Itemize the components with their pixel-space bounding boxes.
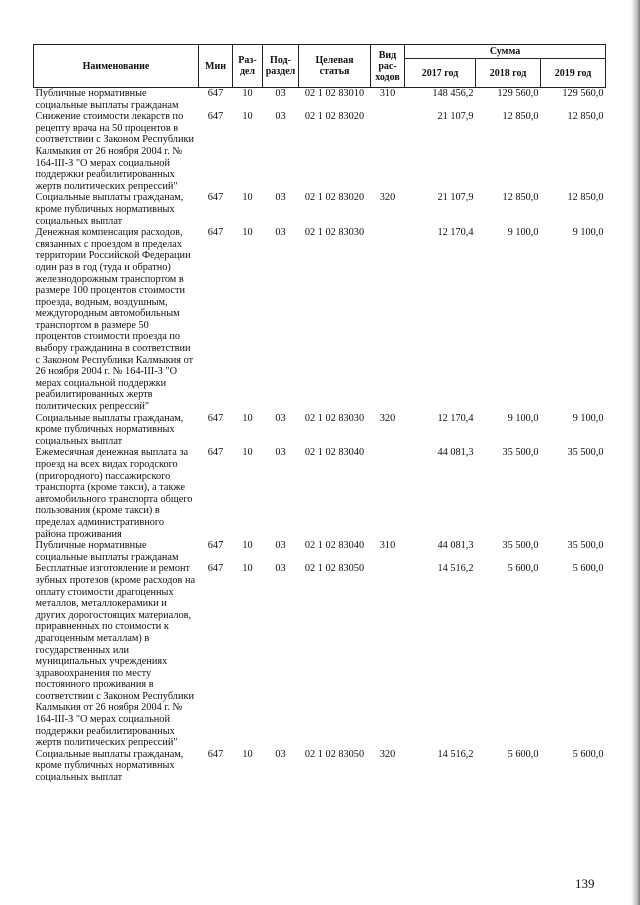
cell-razdel: 10 bbox=[242, 540, 253, 552]
cell-expense-type: 310 bbox=[379, 88, 396, 99]
cell-name: Социальные выплаты гражданам, кроме публичных нормативных социальных выплат bbox=[35, 748, 184, 784]
cell-name: Социальные выплаты гражданам, кроме публичных нормативных социальных выплат bbox=[35, 192, 184, 227]
table-row bbox=[34, 227, 606, 413]
header-2019: 2019 год bbox=[541, 59, 606, 88]
cell-min: 647 bbox=[207, 111, 224, 123]
cell-target-article: 02 1 02 83020 bbox=[304, 111, 365, 123]
cell-name: Снижение стоимости лекарств по рецепту врача на 50 процентов в соответствии с Законом Республики Калмыкия от 26 ноября 2004 г. № 164-III-З "О мерах социальной поддержки реабилитированных жертв политических репрессий" bbox=[35, 111, 194, 192]
cell-expense-type: 320 bbox=[379, 748, 396, 760]
cell-min: 647 bbox=[207, 412, 224, 424]
cell-podrazdel: 03 bbox=[275, 563, 286, 575]
cell-podrazdel: 03 bbox=[275, 88, 286, 99]
table-body bbox=[34, 88, 606, 784]
cell-sum-2018: 35 500,0 bbox=[502, 540, 539, 552]
cell-sum-2017: 44 081,3 bbox=[437, 447, 474, 459]
cell-sum-2019: 129 560,0 bbox=[562, 88, 604, 99]
cell-min: 647 bbox=[207, 563, 224, 575]
cell-sum-2018: 9 100,0 bbox=[507, 227, 539, 239]
cell-sum-2017: 148 456,2 bbox=[432, 88, 474, 99]
page-edge-shadow bbox=[631, 0, 640, 905]
cell-sum-2017: 21 107,9 bbox=[437, 111, 474, 123]
cell-name: Ежемесячная денежная выплата за проезд на всех видах городского (пригородного) пассажирского транспорта (кроме такси), а также автомобильного транспорта общего пользования (кроме такси) в пределах административного района проживания bbox=[35, 447, 193, 540]
cell-min: 647 bbox=[207, 192, 224, 204]
cell-name: Денежная компенсация расходов, связанных с проездом в пределах территории Российской Федерации один раз в год (туда и обратно) железнодорожным транспортом в размере 100 процентов стоимости проезда, водным, воздушным, междугородным автомобильным транспортом в размере 50 процентов стоимости проезда по выбору гражданина в соответствии с Законом Республики Калмыкия от 26 ноября 2004 г. № 164-III-З "О мерах социальной поддержки реабилитированных жертв политических репрессий" bbox=[35, 227, 194, 413]
cell-podrazdel: 03 bbox=[275, 227, 286, 239]
table-row bbox=[34, 88, 606, 112]
cell-razdel: 10 bbox=[242, 563, 253, 575]
cell-min: 647 bbox=[207, 88, 224, 99]
cell-name: Бесплатные изготовление и ремонт зубных протезов (кроме расходов на оплату стоимости драгоценных металлов, металлокерамики и других дорогостоящих материалов, приравненных по стоимости к драгоценным металлам) в государственных или муниципальных учреждениях здравоохранения по месту постоянного проживания в соответствии с Законом Республики Калмыкия от 26 ноября 2004 г. № 164-III-З "О мерах социальной поддержки реабилитированных жертв политических репрессий" bbox=[35, 563, 196, 749]
header-vid: Вид рас- ходов bbox=[371, 45, 405, 88]
cell-name: Социальные выплаты гражданам, кроме публичных нормативных социальных выплат bbox=[35, 412, 184, 447]
cell-target-article: 02 1 02 83050 bbox=[304, 563, 365, 575]
cell-sum-2019: 12 850,0 bbox=[567, 192, 604, 204]
cell-podrazdel: 03 bbox=[275, 447, 286, 459]
cell-min: 647 bbox=[207, 540, 224, 552]
cell-expense-type bbox=[371, 227, 405, 413]
header-2017: 2017 год bbox=[405, 59, 476, 88]
cell-expense-type bbox=[371, 111, 405, 192]
header-razdel: Раз- дел bbox=[233, 45, 263, 88]
cell-sum-2017: 12 170,4 bbox=[437, 227, 474, 239]
cell-target-article: 02 1 02 83020 bbox=[304, 192, 365, 204]
cell-min: 647 bbox=[207, 227, 224, 239]
cell-target-article: 02 1 02 83030 bbox=[304, 412, 365, 424]
cell-sum-2019: 12 850,0 bbox=[567, 111, 604, 123]
header-target: Целевая статья bbox=[299, 45, 371, 88]
table-row bbox=[34, 563, 606, 749]
cell-sum-2019: 9 100,0 bbox=[572, 412, 604, 424]
cell-expense-type: 320 bbox=[379, 412, 396, 424]
table-row bbox=[34, 749, 606, 784]
cell-expense-type bbox=[371, 447, 405, 540]
table-row bbox=[34, 192, 606, 227]
header-2018: 2018 год bbox=[476, 59, 541, 88]
cell-sum-2018: 12 850,0 bbox=[502, 111, 539, 123]
cell-expense-type bbox=[371, 563, 405, 749]
cell-razdel: 10 bbox=[242, 748, 253, 760]
cell-razdel: 10 bbox=[242, 447, 253, 459]
cell-target-article: 02 1 02 83040 bbox=[304, 447, 365, 459]
cell-sum-2018: 129 560,0 bbox=[497, 88, 539, 99]
cell-razdel: 10 bbox=[242, 111, 253, 123]
cell-sum-2018: 12 850,0 bbox=[502, 192, 539, 204]
cell-expense-type: 310 bbox=[379, 540, 396, 552]
cell-sum-2018: 5 600,0 bbox=[507, 748, 539, 760]
cell-expense-type: 320 bbox=[379, 192, 396, 204]
cell-sum-2019: 5 600,0 bbox=[572, 563, 604, 575]
header-podrazdel: Под- раздел bbox=[263, 45, 299, 88]
cell-min: 647 bbox=[207, 447, 224, 459]
cell-podrazdel: 03 bbox=[275, 111, 286, 123]
header-name: Наименование bbox=[34, 45, 199, 88]
cell-sum-2018: 5 600,0 bbox=[507, 563, 539, 575]
table-row bbox=[34, 413, 606, 448]
cell-target-article: 02 1 02 83040 bbox=[304, 540, 365, 552]
cell-podrazdel: 03 bbox=[275, 412, 286, 424]
cell-sum-2019: 35 500,0 bbox=[567, 540, 604, 552]
cell-sum-2019: 35 500,0 bbox=[567, 447, 604, 459]
cell-target-article: 02 1 02 83030 bbox=[304, 227, 365, 239]
table-row bbox=[34, 540, 606, 563]
page-number: 139 bbox=[575, 876, 595, 891]
cell-razdel: 10 bbox=[242, 412, 253, 424]
header-sum: Сумма bbox=[405, 45, 606, 59]
cell-target-article: 02 1 02 83050 bbox=[304, 748, 365, 760]
cell-sum-2018: 35 500,0 bbox=[502, 447, 539, 459]
cell-sum-2017: 44 081,3 bbox=[437, 540, 474, 552]
cell-razdel: 10 bbox=[242, 227, 253, 239]
cell-podrazdel: 03 bbox=[275, 192, 286, 204]
header-min: Мин bbox=[199, 45, 233, 88]
cell-razdel: 10 bbox=[242, 192, 253, 204]
cell-sum-2019: 9 100,0 bbox=[572, 227, 604, 239]
cell-name: Публичные нормативные социальные выплаты гражданам bbox=[35, 88, 179, 111]
cell-razdel: 10 bbox=[242, 88, 253, 99]
table-header bbox=[34, 45, 606, 88]
budget-table bbox=[33, 44, 606, 784]
cell-sum-2017: 14 516,2 bbox=[437, 748, 474, 760]
cell-sum-2018: 9 100,0 bbox=[507, 412, 539, 424]
cell-podrazdel: 03 bbox=[275, 748, 286, 760]
cell-podrazdel: 03 bbox=[275, 540, 286, 552]
cell-sum-2017: 21 107,9 bbox=[437, 192, 474, 204]
cell-sum-2017: 12 170,4 bbox=[437, 412, 474, 424]
cell-min: 647 bbox=[207, 748, 224, 760]
cell-sum-2019: 5 600,0 bbox=[572, 748, 604, 760]
cell-target-article: 02 1 02 83010 bbox=[304, 88, 365, 99]
cell-sum-2017: 14 516,2 bbox=[437, 563, 474, 575]
cell-name: Публичные нормативные социальные выплаты гражданам bbox=[35, 540, 179, 563]
table-row bbox=[34, 447, 606, 540]
table-row bbox=[34, 111, 606, 192]
